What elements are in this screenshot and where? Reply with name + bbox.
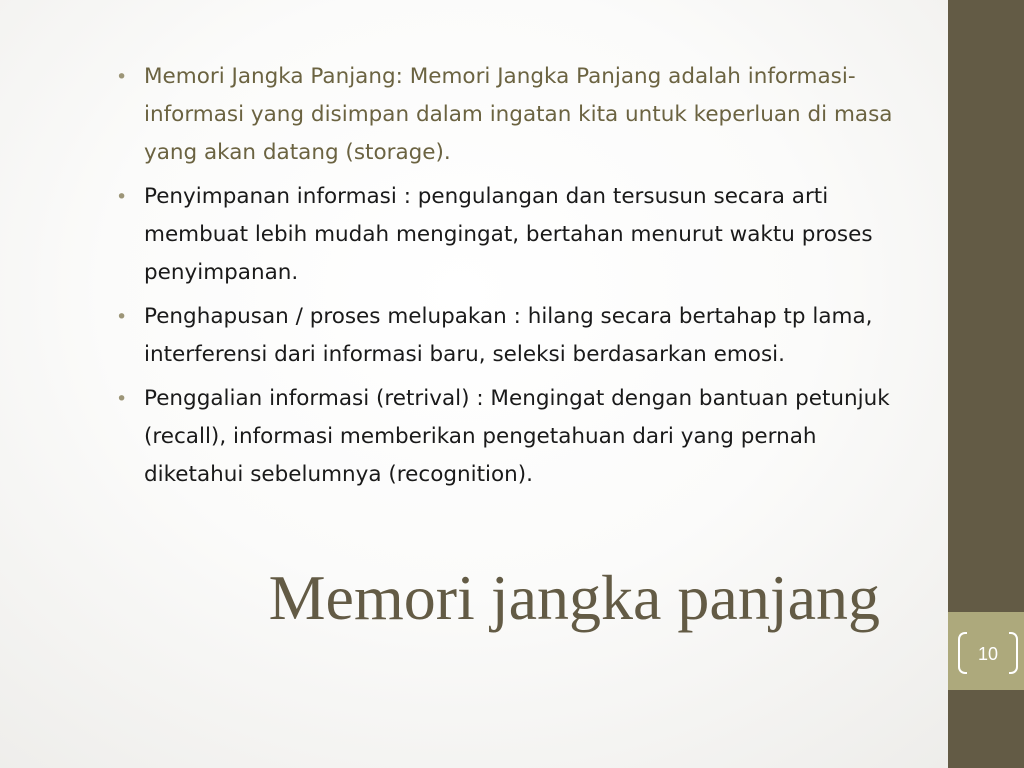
bullet-item-forgetting bbox=[110, 298, 920, 374]
right-bracket-icon bbox=[1009, 632, 1018, 674]
bullet-text: Penyimpanan informasi : pengulangan dan tersusun secara arti membuat lebih mudah mengingat, bertahan menurut waktu proses penyimpanan. bbox=[144, 184, 873, 285]
slide-number: 10 bbox=[977, 643, 999, 664]
bullet-item-retrieval bbox=[110, 380, 920, 494]
bullet-item-long-term-memory bbox=[110, 58, 920, 172]
bullet-item-storage bbox=[110, 178, 920, 292]
left-bracket-icon bbox=[958, 632, 967, 674]
slide-title: Memori jangka panjang bbox=[268, 562, 880, 633]
bullet-icon: • bbox=[116, 66, 128, 88]
bullet-text: Penghapusan / proses melupakan : hilang secara bertahap tp lama, interferensi dari informasi baru, seleksi berdasarkan emosi. bbox=[144, 304, 873, 367]
bullet-list bbox=[110, 58, 920, 494]
slide-body bbox=[110, 58, 920, 500]
bullet-icon: • bbox=[116, 388, 128, 410]
bullet-text: Memori Jangka Panjang: Memori Jangka Panjang adalah informasi-informasi yang disimpan dalam ingatan kita untuk keperluan di masa yang akan datang (storage). bbox=[144, 64, 893, 165]
bullet-icon: • bbox=[116, 306, 128, 328]
bullet-text: Penggalian informasi (retrival) : Mengingat dengan bantuan petunjuk (recall), informasi memberikan pengetahuan dari yang pernah diketahui sebelumnya (recognition). bbox=[144, 386, 890, 487]
bullet-icon: • bbox=[116, 186, 128, 208]
slide-number-badge bbox=[958, 630, 1018, 678]
